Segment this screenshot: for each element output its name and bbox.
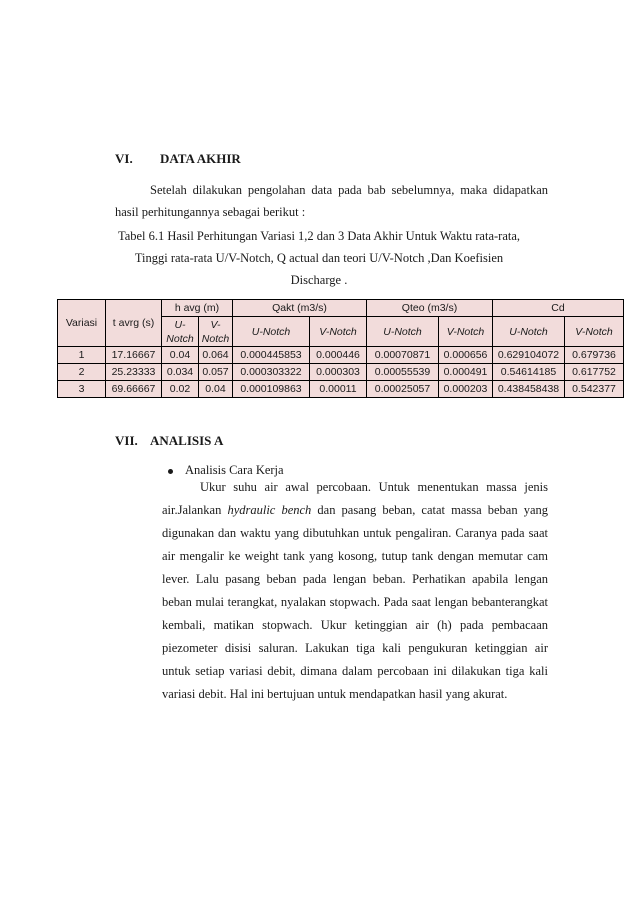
table-cell: 0.000656 [439,347,493,364]
subheader-qteo-v-notch: V-Notch [439,317,493,347]
analysis-line-2-b: dan pasang beban, catat massa beban yang [311,503,548,517]
analysis-line-1: Ukur suhu air awal percobaan. Untuk menentukan massa jenis [200,480,548,494]
table-header-row [58,300,624,317]
analysis-line-3: digunakan dan waktu yang dibutuhkan untuk pengaliran. Caranya pada saat [162,526,548,540]
analysis-line-8: piezometer disisi saluran. Lakukan tiga kali pengukuran ketinggian air [162,641,548,655]
subheader-h-v-notch: V-Notch [199,317,233,347]
table-cell: 0.000303322 [233,364,310,381]
table-cell: 0.000203 [439,381,493,398]
table-row [58,347,624,364]
header-h-avg: h avg (m) [162,300,233,317]
table-cell: 1 [58,347,106,364]
analysis-line-4: air mengalir ke weight tank yang kosong, tutup tank dengan memutar cam [162,549,548,563]
section-7-title: ANALISIS A [150,433,224,448]
table-cell: 0.000491 [439,364,493,381]
table-cell: 0.00025057 [367,381,439,398]
header-variasi: Variasi [58,300,106,347]
table-cell: 25.23333 [106,364,162,381]
analysis-line-5: lever. Lalu pasang beban pada lengan beban. Perhatikan apabila lengan [162,572,548,586]
section-6-number: VI. [115,151,133,166]
table-cell: 0.438458438 [493,381,565,398]
analysis-line-10: variasi debit. Hal ini bertujuan untuk mendapatkan hasil yang akurat. [162,687,508,701]
table-cell: 0.00011 [310,381,367,398]
table-cell: 0.000446 [310,347,367,364]
table-cell: 0.679736 [565,347,624,364]
table-cell: 3 [58,381,106,398]
table-cell: 0.00070871 [367,347,439,364]
analysis-line-9: untuk setiap variasi debit, dimana dalam percobaan ini dilakukan tiga kali [162,664,548,678]
table-cell: 0.617752 [565,364,624,381]
table-cell: 0.000303 [310,364,367,381]
analysis-line-2-a: air.Jalankan [162,503,228,517]
table-caption-line-1: Tabel 6.1 Hasil Perhitungan Variasi 1,2 dan 3 Data Akhir Untuk Waktu rata-rata, [117,229,521,243]
subheader-qakt-u-notch: U-Notch [233,317,310,347]
table-cell: 0.629104072 [493,347,565,364]
analysis-line-7: kembali, matikan stopwach. Ukur ketinggian air (h) pada pembacaan [162,618,548,632]
bullet-label: Analisis Cara Kerja [185,463,284,477]
intro-line-2: hasil perhitungannya sebagai berikut : [115,205,306,219]
subheader-h-u-notch: U-Notch [162,317,199,347]
section-6-title: DATA AKHIR [160,151,241,166]
table-caption-line-3: Discharge . [290,273,348,287]
subheader-qteo-u-notch: U-Notch [367,317,439,347]
section-7-number: VII. [115,433,138,448]
header-qteo: Qteo (m3/s) [367,300,493,317]
table-cell: 2 [58,364,106,381]
intro-line-1: Setelah dilakukan pengolahan data pada bab sebelumnya, maka didapatkan [150,183,548,197]
table-cell: 17.16667 [106,347,162,364]
header-t-avrg: t avrg (s) [106,300,162,347]
results-table [57,299,624,398]
subheader-cd-v-notch: V-Notch [565,317,624,347]
table-row [58,381,624,398]
header-qakt: Qakt (m3/s) [233,300,367,317]
bullet-icon [168,469,173,474]
table-cell: 0.542377 [565,381,624,398]
analysis-line-6: beban mulai terangkat, nyalakan stopwach. Pada saat lengan bebanterangkat [162,595,548,609]
table-cell: 0.057 [199,364,233,381]
table-cell: 69.66667 [106,381,162,398]
analysis-line-2 [162,499,548,521]
table-cell: 0.000109863 [233,381,310,398]
table-cell: 0.000445853 [233,347,310,364]
table-cell: 0.034 [162,364,199,381]
analysis-line-2-italic: hydraulic bench [227,503,312,517]
table-cell: 0.04 [199,381,233,398]
table-cell: 0.00055539 [367,364,439,381]
table-row [58,364,624,381]
table-cell: 0.064 [199,347,233,364]
table-caption-line-2: Tinggi rata-rata U/V-Notch, Q actual dan teori U/V-Notch ,Dan Koefisien [134,251,504,265]
subheader-qakt-v-notch: V-Notch [310,317,367,347]
table-cell: 0.54614185 [493,364,565,381]
table-cell: 0.02 [162,381,199,398]
table-cell: 0.04 [162,347,199,364]
header-cd: Cd [493,300,624,317]
subheader-cd-u-notch: U-Notch [493,317,565,347]
